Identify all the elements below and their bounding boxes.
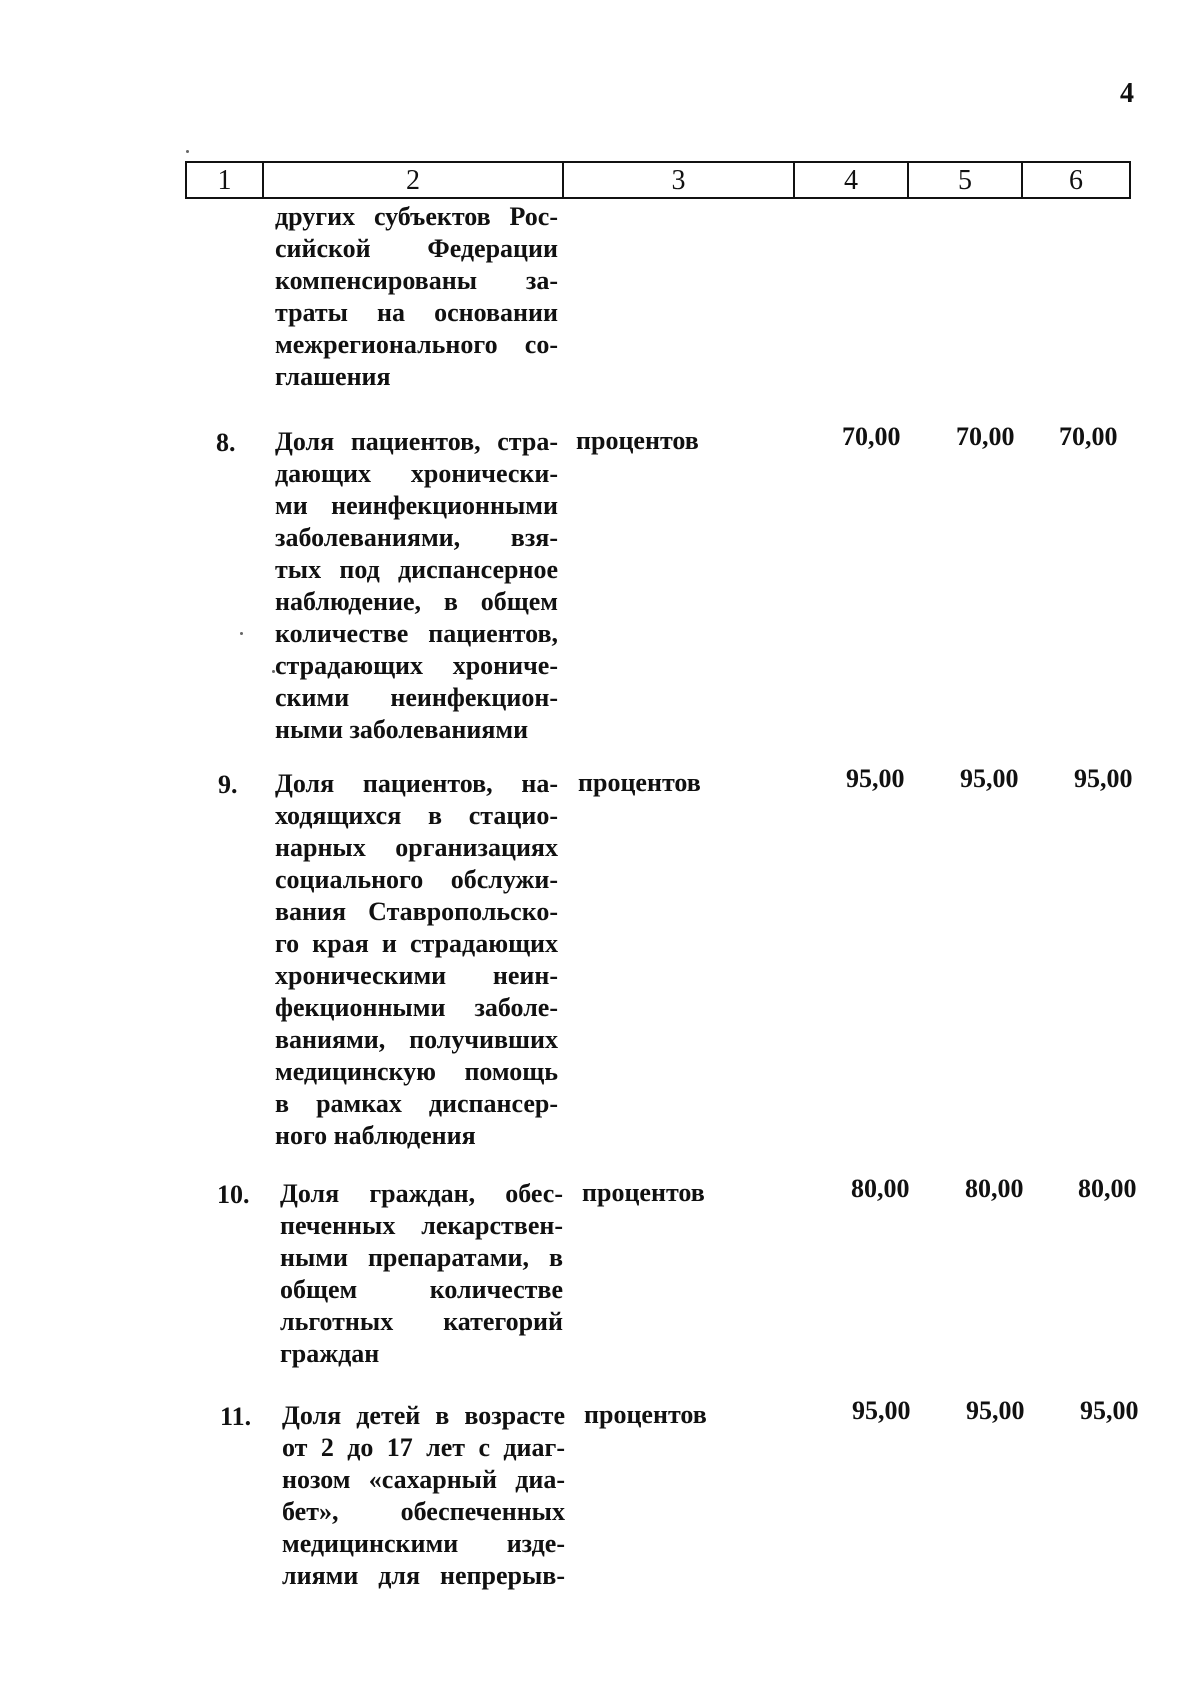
text-line: льготных категорий <box>280 1307 563 1336</box>
text-line: ходящихся в стацио- <box>275 801 558 830</box>
row-description <box>275 768 558 1152</box>
row-value-col5: 80,00 <box>965 1174 1024 1203</box>
text-line: ными заболеваниями <box>275 715 529 744</box>
text-line: медицинскую помощь <box>275 1057 558 1086</box>
header-cell-3: 3 <box>564 163 795 197</box>
page-number: 4 <box>1120 78 1134 109</box>
header-cell-2: 2 <box>264 163 564 197</box>
row-value-col5: 95,00 <box>966 1396 1025 1425</box>
continuation-text <box>275 201 558 393</box>
text-line: го края и страдающих <box>275 929 558 958</box>
row-value-col5: 70,00 <box>956 422 1015 451</box>
row-value-col6: 70,00 <box>1059 422 1118 451</box>
text-line: граждан <box>280 1339 380 1368</box>
text-line: медицинскими изде- <box>282 1529 565 1558</box>
text-line: компенсированы за- <box>275 266 558 295</box>
row-number: 10. <box>217 1180 250 1209</box>
text-line: Доля детей в возрасте <box>282 1401 565 1430</box>
row-value-col6: 95,00 <box>1080 1396 1139 1425</box>
row-value-col4: 95,00 <box>846 764 905 793</box>
text-line: Доля пациентов, стра- <box>275 427 558 456</box>
text-line: ваниями, получивших <box>275 1025 558 1054</box>
header-cell-4: 4 <box>795 163 909 197</box>
text-line: социального обслужи- <box>275 865 558 894</box>
text-line: бет», обеспеченных <box>282 1497 565 1526</box>
text-line: траты на основании <box>275 298 558 327</box>
text-line: печенных лекарствен- <box>280 1211 563 1240</box>
row-value-col5: 95,00 <box>960 764 1019 793</box>
text-line: сийской Федерации <box>275 234 558 263</box>
text-line: ного наблюдения <box>275 1121 476 1150</box>
text-line: дающих хронически- <box>275 459 558 488</box>
row-unit: процентов <box>576 426 699 455</box>
row-unit: процентов <box>582 1178 705 1207</box>
scan-speck <box>272 670 275 673</box>
row-description <box>275 426 558 746</box>
row-description <box>280 1178 563 1370</box>
text-line: глашения <box>275 362 391 391</box>
text-line: наблюдение, в общем <box>275 587 558 616</box>
text-line: тых под диспансерное <box>275 555 558 584</box>
row-unit: процентов <box>578 768 701 797</box>
text-line: ными препаратами, в <box>280 1243 563 1272</box>
text-line: вания Ставропольско- <box>275 897 558 926</box>
row-value-col4: 95,00 <box>852 1396 911 1425</box>
row-value-col4: 80,00 <box>851 1174 910 1203</box>
row-number: 9. <box>218 770 238 799</box>
text-line: ми неинфекционными <box>275 491 558 520</box>
text-line: нарных организациях <box>275 833 558 862</box>
text-line: межрегионального со- <box>275 330 558 359</box>
header-cell-5: 5 <box>909 163 1023 197</box>
row-description <box>282 1400 565 1592</box>
scan-speck <box>186 150 189 153</box>
header-cell-1: 1 <box>187 163 264 197</box>
text-line: от 2 до 17 лет с диаг- <box>282 1433 565 1462</box>
scan-speck <box>240 632 243 635</box>
text-line: лиями для непрерыв- <box>282 1561 565 1590</box>
text-line: других субъектов Рос- <box>275 202 558 231</box>
text-line: количестве пациентов, <box>275 619 558 648</box>
text-line: заболеваниями, взя- <box>275 523 558 552</box>
text-line: в рамках диспансер- <box>275 1089 558 1118</box>
text-line: нозом «сахарный диа- <box>282 1465 565 1494</box>
row-number: 8. <box>216 428 236 457</box>
text-line: Доля граждан, обес- <box>280 1179 563 1208</box>
row-value-col6: 95,00 <box>1074 764 1133 793</box>
text-line: общем количестве <box>280 1275 563 1304</box>
text-line: хроническими неин- <box>275 961 558 990</box>
text-line: скими неинфекцион- <box>275 683 558 712</box>
header-cell-6: 6 <box>1069 165 1083 196</box>
table-header <box>185 161 1131 199</box>
row-unit: процентов <box>584 1400 707 1429</box>
text-line: страдающих хрониче- <box>275 651 558 680</box>
row-value-col4: 70,00 <box>842 422 901 451</box>
text-line: фекционными заболе- <box>275 993 558 1022</box>
row-number: 11. <box>220 1402 252 1431</box>
row-value-col6: 80,00 <box>1078 1174 1137 1203</box>
text-line: Доля пациентов, на- <box>275 769 558 798</box>
